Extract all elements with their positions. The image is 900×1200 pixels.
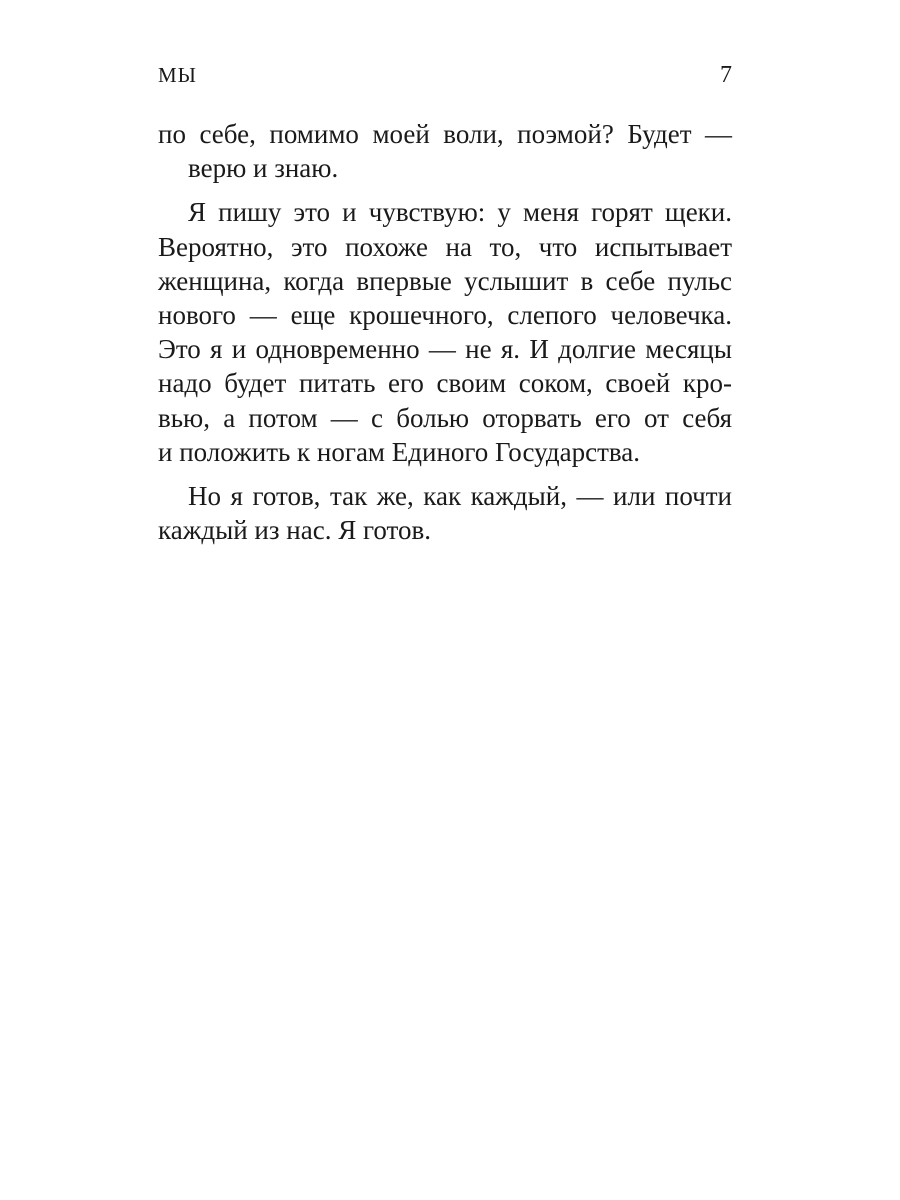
running-head bbox=[158, 60, 732, 90]
text-line: каждый из нас. Я готов. bbox=[158, 515, 431, 546]
page-number: 7 bbox=[720, 62, 732, 88]
text-line: Но я готов, так же, как каждый, — или почти bbox=[188, 480, 732, 511]
text-line: и положить к ногам Единого Государства. bbox=[158, 436, 641, 467]
text-line: Я пишу это и чувствую: у меня горят щеки. bbox=[188, 197, 732, 228]
paragraph-3 bbox=[158, 479, 732, 547]
running-title: МЫ bbox=[158, 63, 197, 87]
text-line: надо будет питать его своим соком, своей кро- bbox=[158, 368, 732, 399]
text-line: по себе, помимо моей воли, поэмой? Будет — bbox=[158, 119, 732, 149]
text-line: Вероятно, это похоже на то, что испытывает bbox=[158, 231, 732, 262]
text-line: верю и знаю. bbox=[188, 153, 339, 184]
text-line: нового — еще крошечного, слепого человечка. bbox=[158, 299, 732, 330]
paragraph-1 bbox=[158, 117, 732, 185]
paragraph-2 bbox=[158, 195, 732, 469]
text-line: вью, а потом — с болью оторвать его от себя bbox=[158, 402, 732, 433]
text-line: женщина, когда впервые услышит в себе пульс bbox=[158, 265, 732, 296]
text-line: Это я и одновременно — не я. И долгие месяцы bbox=[158, 334, 732, 365]
text-body bbox=[158, 117, 732, 547]
